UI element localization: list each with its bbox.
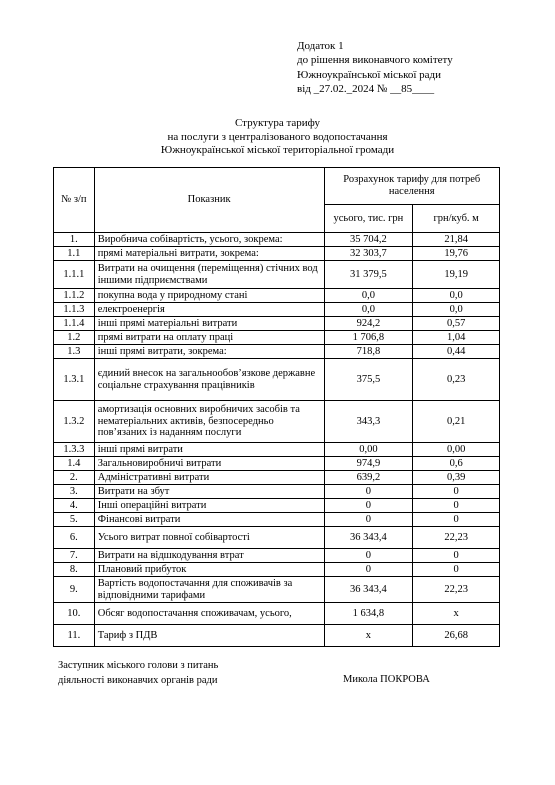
table-row <box>54 317 500 331</box>
row-total: 35 704,2 <box>324 233 413 247</box>
row-total: 36 343,4 <box>324 577 413 603</box>
row-indicator: Усього витрат повної собівартості <box>94 527 324 549</box>
table-row <box>54 625 500 647</box>
table-row <box>54 457 500 471</box>
row-number: 1.1.1 <box>54 261 95 289</box>
row-indicator: інші прямі матеріальні витрати <box>94 317 324 331</box>
row-number: 1. <box>54 233 95 247</box>
row-total: 1 634,8 <box>324 603 413 625</box>
row-number: 9. <box>54 577 95 603</box>
row-total: 639,2 <box>324 471 413 485</box>
row-per-cubic: 0,57 <box>413 317 500 331</box>
row-total: 0,0 <box>324 303 413 317</box>
row-indicator: Витрати на відшкодування втрат <box>94 549 324 563</box>
row-number: 1.3.3 <box>54 443 95 457</box>
row-number: 1.3.1 <box>54 359 95 401</box>
table-row <box>54 549 500 563</box>
row-number: 11. <box>54 625 95 647</box>
row-indicator: Витрати на очищення (переміщення) стічних вод іншими підприємствами <box>94 261 324 289</box>
header-num: № з/п <box>54 168 95 233</box>
row-number: 5. <box>54 513 95 527</box>
row-per-cubic: 19,19 <box>413 261 500 289</box>
row-indicator: єдиний внесок на загальнообов’язкове державне соціальне страхування працівників <box>94 359 324 401</box>
row-per-cubic: 0,23 <box>413 359 500 401</box>
row-indicator: Інші операційні витрати <box>94 499 324 513</box>
header-per-cubic: грн/куб. м <box>413 204 500 232</box>
row-indicator: Плановий прибуток <box>94 563 324 577</box>
row-indicator: амортизація основних виробничих засобів та нематеріальних активів, безпосередньо пов’язаних із наданням послуги <box>94 401 324 443</box>
row-total: 0 <box>324 549 413 563</box>
table-row <box>54 401 500 443</box>
row-indicator: Обсяг водопостачання споживачам, усього, <box>94 603 324 625</box>
row-total: 375,5 <box>324 359 413 401</box>
row-number: 1.3 <box>54 345 95 359</box>
row-number: 1.1 <box>54 247 95 261</box>
row-indicator: електроенергія <box>94 303 324 317</box>
row-total: 974,9 <box>324 457 413 471</box>
row-total: 0,00 <box>324 443 413 457</box>
appendix-line: до рішення виконавчого комітету <box>297 54 453 67</box>
row-total: 0 <box>324 485 413 499</box>
table-row <box>54 563 500 577</box>
row-per-cubic: 1,04 <box>413 331 500 345</box>
row-per-cubic: 26,68 <box>413 625 500 647</box>
row-per-cubic: х <box>413 603 500 625</box>
table-row <box>54 485 500 499</box>
table-row <box>54 577 500 603</box>
document-title <box>0 117 555 158</box>
row-number: 10. <box>54 603 95 625</box>
row-number: 1.3.2 <box>54 401 95 443</box>
row-indicator: інші прямі витрати, зокрема: <box>94 345 324 359</box>
row-total: 0 <box>324 499 413 513</box>
appendix-block <box>297 39 453 96</box>
row-indicator: Загальновиробничі витрати <box>94 457 324 471</box>
title-line: Южноукраїнської міської територіальної громади <box>160 144 395 156</box>
row-number: 1.2 <box>54 331 95 345</box>
signatory-name: Микола ПОКРОВА <box>343 674 430 685</box>
table-row <box>54 289 500 303</box>
row-total: 0,0 <box>324 289 413 303</box>
row-indicator: Адміністративні витрати <box>94 471 324 485</box>
row-total: 718,8 <box>324 345 413 359</box>
row-per-cubic: 0,6 <box>413 457 500 471</box>
row-indicator: інші прямі витрати <box>94 443 324 457</box>
tariff-table <box>53 167 500 647</box>
row-number: 6. <box>54 527 95 549</box>
row-indicator: прямі витрати на оплату праці <box>94 331 324 345</box>
table-row <box>54 603 500 625</box>
row-number: 1.1.3 <box>54 303 95 317</box>
table-row <box>54 513 500 527</box>
row-per-cubic: 22,23 <box>413 577 500 603</box>
row-total: 1 706,8 <box>324 331 413 345</box>
header-group: Розрахунок тарифу для потреб населення <box>324 168 499 205</box>
appendix-line: від _27.02._2024 № __85____ <box>297 82 435 95</box>
title-line: Структура тарифу <box>234 117 321 129</box>
row-indicator: Виробнича собівартість, усього, зокрема: <box>94 233 324 247</box>
row-total: 32 303,7 <box>324 247 413 261</box>
row-per-cubic: 0,21 <box>413 401 500 443</box>
row-per-cubic: 0 <box>413 563 500 577</box>
row-number: 1.1.2 <box>54 289 95 303</box>
header-total: усього, тис. грн <box>324 204 413 232</box>
row-number: 7. <box>54 549 95 563</box>
row-per-cubic: 0,00 <box>413 443 500 457</box>
table-row <box>54 359 500 401</box>
row-total: 36 343,4 <box>324 527 413 549</box>
row-total: 924,2 <box>324 317 413 331</box>
table-row <box>54 303 500 317</box>
row-per-cubic: 0,0 <box>413 303 500 317</box>
table-row <box>54 345 500 359</box>
table-row <box>54 443 500 457</box>
row-total: 0 <box>324 563 413 577</box>
table-row <box>54 499 500 513</box>
row-per-cubic: 19,76 <box>413 247 500 261</box>
row-indicator: Вартість водопостачання для споживачів за відповідними тарифами <box>94 577 324 603</box>
row-per-cubic: 0,44 <box>413 345 500 359</box>
table-row <box>54 247 500 261</box>
row-number: 8. <box>54 563 95 577</box>
row-per-cubic: 22,23 <box>413 527 500 549</box>
table-row <box>54 471 500 485</box>
signatory-position <box>58 659 218 688</box>
row-indicator: покупна вода у природному стані <box>94 289 324 303</box>
appendix-line: Додаток 1 <box>297 40 344 52</box>
row-number: 4. <box>54 499 95 513</box>
row-per-cubic: 0 <box>413 499 500 513</box>
row-indicator: Тариф з ПДВ <box>94 625 324 647</box>
position-line: Заступник міського голови з питань <box>58 660 219 671</box>
row-number: 1.4 <box>54 457 95 471</box>
row-total: 343,3 <box>324 401 413 443</box>
row-total: 0 <box>324 513 413 527</box>
row-indicator: прямі матеріальні витрати, зокрема: <box>94 247 324 261</box>
table-row <box>54 527 500 549</box>
row-total: х <box>324 625 413 647</box>
row-per-cubic: 0,39 <box>413 471 500 485</box>
row-number: 2. <box>54 471 95 485</box>
row-number: 3. <box>54 485 95 499</box>
row-total: 31 379,5 <box>324 261 413 289</box>
table-row <box>54 261 500 289</box>
table-row <box>54 233 500 247</box>
table-row <box>54 331 500 345</box>
row-per-cubic: 0 <box>413 485 500 499</box>
header-name: Показник <box>94 168 324 233</box>
row-per-cubic: 0 <box>413 513 500 527</box>
row-number: 1.1.4 <box>54 317 95 331</box>
row-per-cubic: 0,0 <box>413 289 500 303</box>
position-line: діяльності виконавчих органів ради <box>58 674 218 686</box>
row-per-cubic: 0 <box>413 549 500 563</box>
row-indicator: Фінансові витрати <box>94 513 324 527</box>
row-indicator: Витрати на збут <box>94 485 324 499</box>
appendix-line: Южноукраїнської міської ради <box>297 68 442 81</box>
row-per-cubic: 21,84 <box>413 233 500 247</box>
title-line: на послуги з централізованого водопостачання <box>167 130 388 143</box>
